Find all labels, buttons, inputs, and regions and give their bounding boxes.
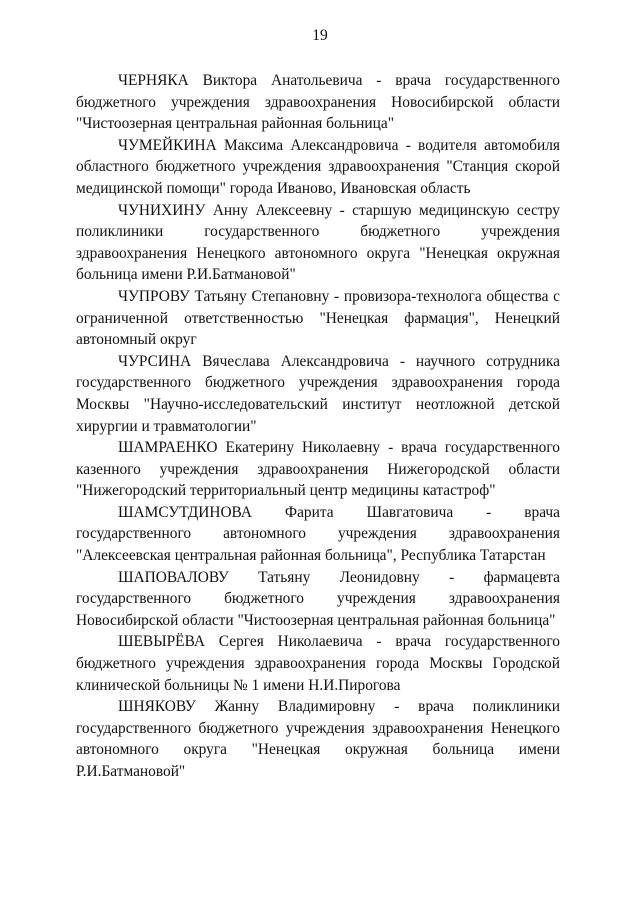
list-item: ШЕВЫРЁВА Сергея Николаевича - врача государственного бюджетного учреждения здравоохранения города Москвы Городской клинической больницы № 1 имени Н.И.Пирогова xyxy=(76,633,560,694)
list-item: ЧУМЕЙКИНА Максима Александровича - водителя автомобиля областного бюджетного учреждения здравоохранения "Станция скорой медицинской помощи" города Иваново, Ивановская область xyxy=(76,136,560,197)
list-item: ШАПОВАЛОВУ Татьяну Леонидовну - фармацевта государственного бюджетного учреждения здравоохранения Новосибирской области "Чистоозерная центральная районная больница" xyxy=(76,568,560,629)
list-item: ШНЯКОВУ Жанну Владимировну - врача поликлиники государственного бюджетного учреждения здравоохранения Ненецкого автономного округа "Ненецкая окружная больница имени Р.И.Батмановой" xyxy=(76,698,560,780)
list-item: ШАМРАЕНКО Екатерину Николаевну - врача государственного казенного учреждения здравоохранения Нижегородской области "Нижегородский территориальный центр медицины катастроф" xyxy=(76,439,560,500)
award-list xyxy=(76,70,560,783)
list-item: ЧУПРОВУ Татьяну Степановну - провизора-технолога общества с ограниченной ответственностью "Ненецкая фармация", Ненецкий автономный округ xyxy=(76,287,560,349)
list-item: ЧУНИХИНУ Анну Алексеевну - старшую медицинскую сестру поликлиники государственного бюджетного учреждения здравоохранения Ненецкого автономного округа "Ненецкая окружная больница имени Р.И.Батмановой" xyxy=(76,201,560,284)
list-item: ЧУРСИНА Вячеслава Александровича - научного сотрудника государственного бюджетного учреждения здравоохранения города Москвы "Научно-исследовательский институт неотложной детской хирургии и травматологии" xyxy=(76,352,560,435)
page-number: 19 xyxy=(312,27,328,44)
list-item: ЧЕРНЯКА Виктора Анатольевича - врача государственного бюджетного учреждения здравоохранения Новосибирской области "Чистоозерная центральная районная больница" xyxy=(76,72,560,133)
list-item: ШАМСУТДИНОВА Фарита Шавгатовича - врача государственного автономного учреждения здравоохранения "Алексеевская центральная районная больница", Республика Татарстан xyxy=(76,503,560,565)
